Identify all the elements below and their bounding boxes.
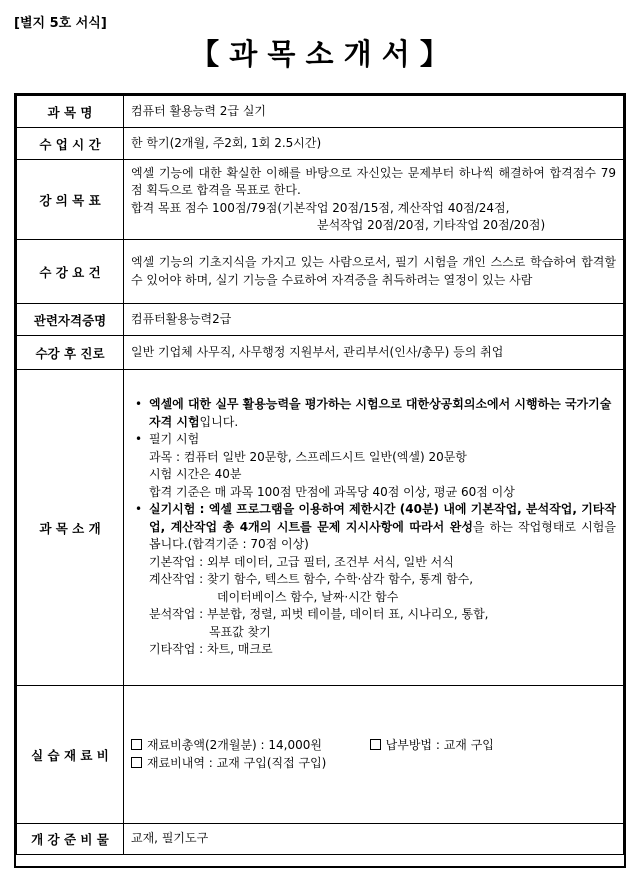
practical-etc: 기타작업 : 차트, 매크로 bbox=[149, 642, 273, 657]
practical-basic: 기본작업 : 외부 데이터, 고급 필터, 조건부 서식, 일반 서식 bbox=[149, 554, 454, 569]
material-detail: 재료비내역 : 교재 구입(직접 구입) bbox=[147, 755, 327, 770]
practical-analysis-2: 목표값 찾기 bbox=[209, 624, 271, 639]
career-value: 일반 기업체 사무직, 사무행정 지원부서, 관리부서(인사/총무) 등의 취업 bbox=[124, 336, 624, 370]
form-number-tag: [별지 5호 서식] bbox=[14, 16, 107, 31]
practical-calc-2: 데이터베이스 함수, 날짜·시간 함수 bbox=[217, 589, 399, 604]
hours-value: 한 학기(2개월, 주2회, 1회 2.5시간) bbox=[124, 128, 624, 160]
cert-value: 컴퓨터활용능력2급 bbox=[124, 304, 624, 336]
prep-label: 개 강 준 비 물 bbox=[17, 824, 124, 855]
intro-label: 과 목 소 개 bbox=[17, 370, 124, 686]
goal-text: 엑셀 기능에 대한 확실한 이해를 바탕으로 자신있는 문제부터 하나씩 해결하여 합격점수 79점 획득으로 합격을 목표로 한다. bbox=[131, 165, 616, 197]
subject-label: 과 목 명 bbox=[17, 96, 124, 128]
cert-label: 관련자격증명 bbox=[17, 304, 124, 336]
practical-exam-tail: 을 하는 작업형태로 시험을 봅니다.(합격기준 : 70점 이상) bbox=[149, 519, 616, 552]
material-method: 납부방법 : 교재 구입 bbox=[385, 738, 494, 752]
goal-score-line: 합격 목표 점수 100점/79점(기본작업 20점/15점, 계산작업 40점/24점, bbox=[131, 200, 510, 215]
goal-label: 강 의 목 표 bbox=[17, 160, 124, 240]
prep-value: 교재, 필기도구 bbox=[124, 824, 624, 855]
hours-label: 수 업 시 간 bbox=[17, 128, 124, 160]
requirement-value: 엑셀 기능의 기초지식을 가지고 있는 사람으로서, 필기 시험을 개인 스스로 학습하여 합격할 수 있어야 하며, 실기 기능을 수료하여 자격증을 취득하려는 열정이 있는 사람 bbox=[124, 240, 624, 304]
intro-bullet-1-tail: 입니다. bbox=[199, 414, 239, 429]
table-outer-border bbox=[14, 93, 626, 868]
written-exam-time: 시험 시간은 40분 bbox=[149, 467, 242, 482]
written-exam-subjects: 과목 : 컴퓨터 일반 20문항, 스프레드시트 일반(엑셀) 20문항 bbox=[149, 449, 467, 464]
practical-calc: 계산작업 : 찾기 함수, 텍스트 함수, 수학·삼각 함수, 통계 함수, bbox=[149, 572, 474, 587]
written-exam-title: • 필기 시험 bbox=[149, 432, 200, 447]
practical-exam-bold: 실기시험 : 엑셀 프로그램을 이용하여 제한시간 (40분) 내에 기본작업, 분석작업, 기타작업, 계산작업 총 4개의 시트를 문제 지시사항에 따라서 완성 bbox=[149, 502, 616, 534]
material-label: 실 습 재 료 비 bbox=[17, 686, 124, 824]
document-title: 【 과 목 소 개 서 】 bbox=[190, 37, 449, 71]
requirement-label: 수 강 요 건 bbox=[17, 240, 124, 304]
material-total: 재료비총액(2개월분) : 14,000원 bbox=[147, 738, 322, 752]
goal-score-line-2: 분석작업 20점/20점, 기타작업 20점/20점) bbox=[317, 218, 546, 232]
written-exam-pass: 합격 기준은 매 과목 100점 만점에 과목당 40점 이상, 평균 60점 이상 bbox=[149, 484, 515, 499]
subject-value: 컴퓨터 활용능력 2급 실기 bbox=[124, 96, 624, 128]
intro-bullet-1-bold: 엑셀에 대한 실무 활용능력을 평가하는 시험으로 대한상공회의소에서 시행하는 국가기술자격 시험 bbox=[149, 397, 612, 429]
practical-analysis: 분석작업 : 부분합, 정렬, 피벗 테이블, 데이터 표, 시나리오, 통합, bbox=[149, 607, 489, 622]
career-label: 수강 후 진로 bbox=[17, 336, 124, 370]
